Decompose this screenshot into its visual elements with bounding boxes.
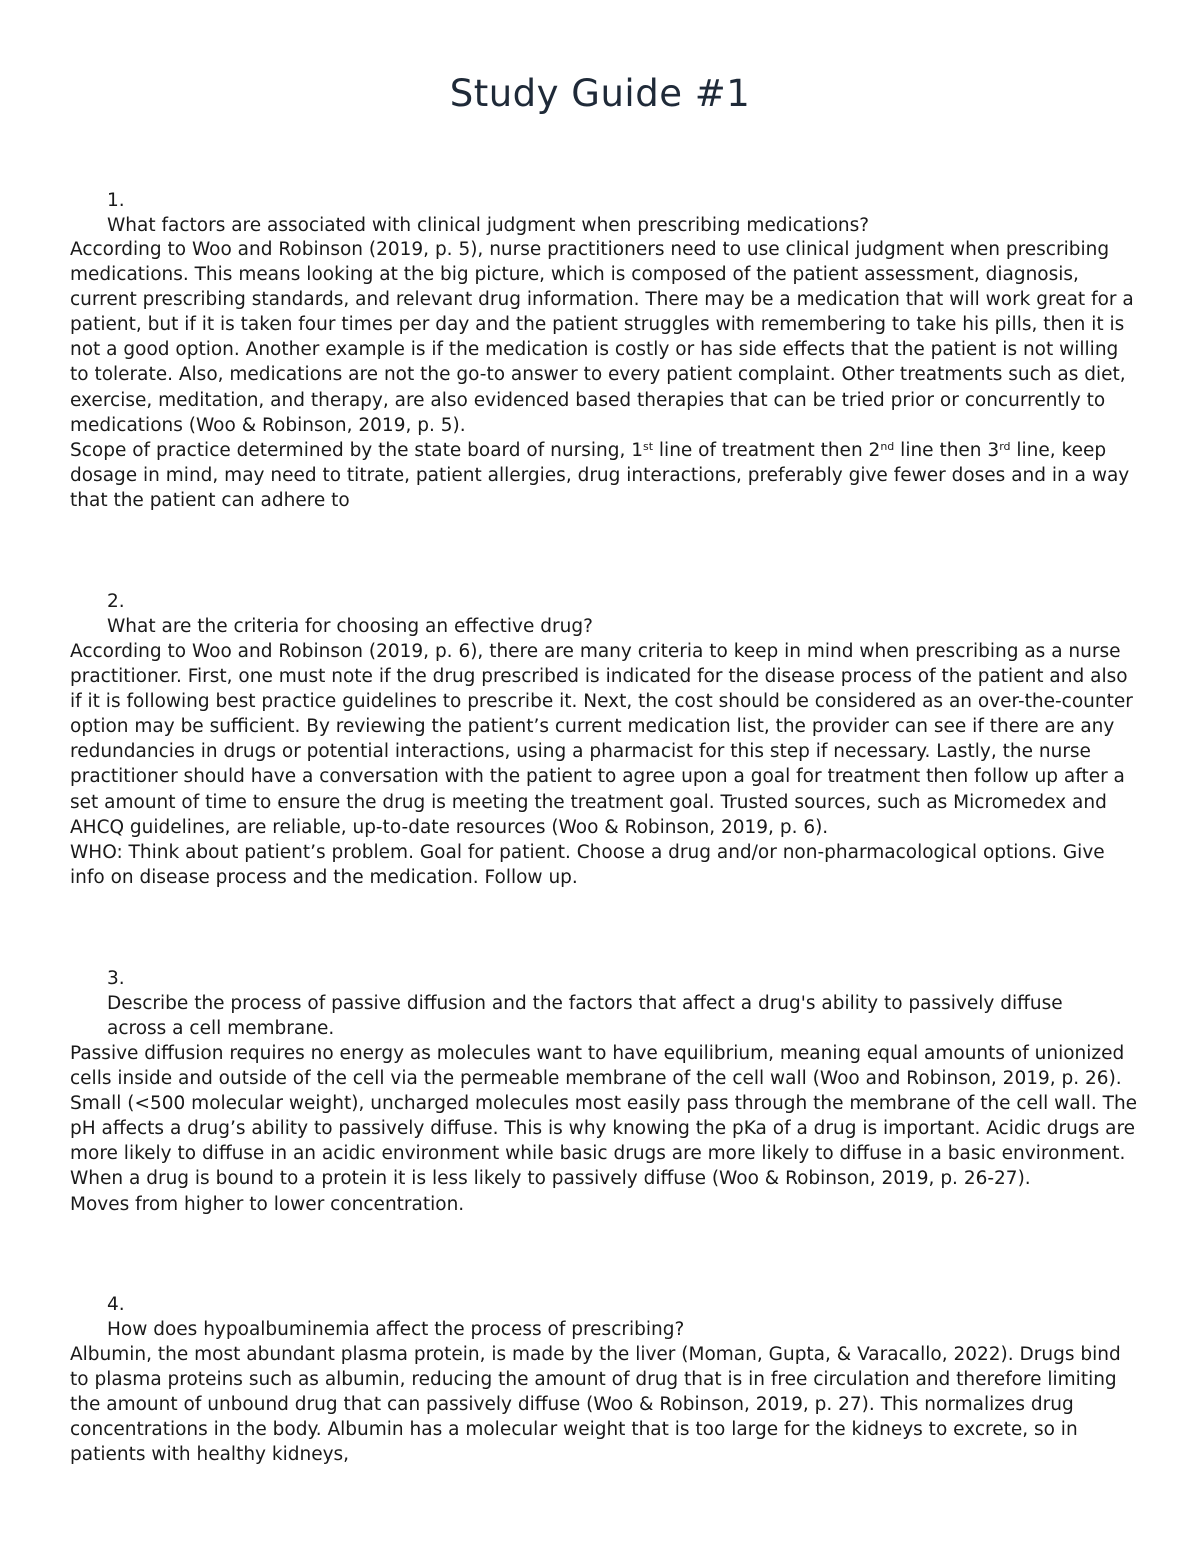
question-text: How does hypoalbuminemia affect the process of prescribing?: [107, 1319, 685, 1340]
answer-2: [70, 639, 1140, 890]
note-text: line of treatment then 2: [653, 439, 881, 461]
superscript: nd: [880, 439, 895, 453]
question-4: [107, 1292, 1140, 1342]
answer-paragraph: According to Woo and Robinson (2019, p. 5), nurse practitioners need to use clinical judgment when prescribing medications. This means looking at the big picture, which is composed of the patient assessment, diagnosis, current prescribing standards, and relevant drug information. There may be a medication that will work great for a patient, but if it is taken four times per day and the patient struggles with remembering to take his pills, then it is not a good option. Another example is if the medication is costly or has side effects that the patient is not willing to tolerate. Also, medications are not the go-to answer to every patient complaint. Other treatments such as diet, exercise, meditation, and therapy, are also evidenced based therapies that can be tried prior or concurrently to medications (Woo & Robinson, 2019, p. 5).: [70, 239, 1134, 436]
question-text: What factors are associated with clinical judgment when prescribing medications?: [107, 215, 870, 236]
question-number: 1.: [107, 190, 125, 211]
page-title: Study Guide #1: [449, 72, 751, 115]
superscript: rd: [999, 439, 1011, 453]
answer-note: WHO: Think about patient’s problem. Goal for patient. Choose a drug and/or non-pharmacological options. Give info on disease process and the medication. Follow up.: [70, 841, 1105, 888]
answer-4: [70, 1342, 1140, 1467]
question-number: 2.: [107, 591, 125, 612]
question-number: 3.: [107, 968, 125, 989]
answer-paragraph: Albumin, the most abundant plasma protein, is made by the liver (Moman, Gupta, & Varacallo, 2022). Drugs bind to plasma proteins such as albumin, reducing the amount of drug that is in free circulation and therefore limiting the amount of unbound drug that can passively diffuse (Woo & Robinson, 2019, p. 27). This normalizes drug concentrations in the body. Albumin has a molecular weight that is too large for the kidneys to excrete, so in patients with healthy kidneys,: [70, 1344, 1121, 1466]
answer-paragraph: According to Woo and Robinson (2019, p. 6), there are many criteria to keep in mind when prescribing as a nurse practitioner. First, one must note if the drug prescribed is indicated for the disease process of the patient and also if it is following best practice guidelines to prescribe it. Next, the cost should be considered as an over-the-counter option may be sufficient. By reviewing the patient’s current medication list, the provider can see if there are any redundancies in drugs or potential interactions, using a pharmacist for this step if necessary. Lastly, the nurse practitioner should have a conversation with the patient to agree upon a goal for treatment then follow up after a set amount of time to ensure the drug is meeting the treatment goal. Trusted sources, such as Micromedex and AHCQ guidelines, are reliable, up-to-date resources (Woo & Robinson, 2019, p. 6).: [70, 641, 1133, 838]
answer-note: Moves from higher to lower concentration.: [70, 1193, 465, 1215]
note-text: line then 3: [894, 439, 1000, 461]
question-text: Describe the process of passive diffusion and the factors that affect a drug's ability to passively diffuse across a cell membrane.: [107, 993, 1063, 1039]
question-number: 4.: [107, 1294, 125, 1315]
answer-3: [70, 1041, 1140, 1217]
answer-note: [70, 438, 1140, 513]
answer-1: [70, 237, 1140, 513]
note-text: Scope of practice determined by the state board of nursing, 1: [70, 439, 643, 461]
question-3: [107, 966, 1140, 1041]
question-1: [107, 188, 1140, 238]
superscript: st: [642, 439, 654, 453]
question-2: [107, 589, 1140, 639]
answer-paragraph: Passive diffusion requires no energy as molecules want to have equilibrium, meaning equal amounts of unionized cells inside and outside of the cell via the permeable membrane of the cell wall (Woo and Robinson, 2019, p. 26). Small (<500 molecular weight), uncharged molecules most easily pass through the membrane of the cell wall. The pH affects a drug’s ability to passively diffuse. This is why knowing the pKa of a drug is important. Acidic drugs are more likely to diffuse in an acidic environment while basic drugs are more likely to diffuse in a basic environment. When a drug is bound to a protein it is less likely to passively diffuse (Woo & Robinson, 2019, p. 26-27).: [70, 1043, 1138, 1190]
question-text: What are the criteria for choosing an effective drug?: [107, 616, 593, 637]
note-text: line, keep dosage in mind, may need to titrate, patient allergies, drug interactions, preferably give fewer doses and in a way that the patient can adhere to: [70, 439, 1130, 511]
